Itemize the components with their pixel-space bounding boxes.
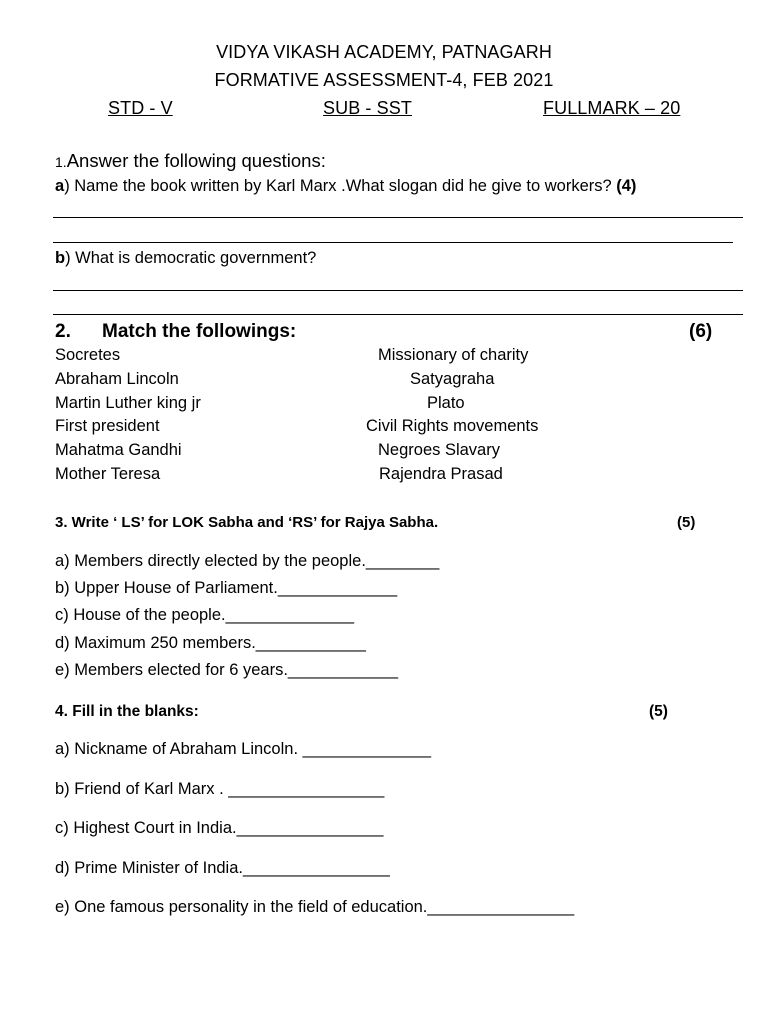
- match-right-item: Civil Rights movements: [366, 417, 539, 435]
- q4-item: e) One famous personality in the field of education.________________: [55, 898, 575, 916]
- q4-marks: (5): [649, 703, 668, 720]
- match-left-item: Mahatma Gandhi: [55, 441, 182, 459]
- q3-item: d) Maximum 250 members.____________: [55, 634, 366, 652]
- exam-title: FORMATIVE ASSESSMENT-4, FEB 2021: [214, 70, 554, 90]
- q4-title: 4. Fill in the blanks:: [55, 703, 199, 720]
- match-right-item: Negroes Slavary: [378, 441, 500, 459]
- fullmark-label: FULLMARK – 20: [543, 98, 681, 118]
- answer-line: [53, 217, 743, 218]
- match-left-item: Socretes: [55, 346, 121, 364]
- match-right-item: Missionary of charity: [378, 346, 529, 364]
- answer-line: [53, 314, 743, 315]
- q3-item: b) Upper House of Parliament._____________: [55, 579, 398, 597]
- q3-title: 3. Write ‘ LS’ for LOK Sabha and ‘RS’ for Rajya Sabha.: [55, 514, 439, 531]
- q4-item: a) Nickname of Abraham Lincoln. ______________: [55, 740, 432, 758]
- school-name: VIDYA VIKASH ACADEMY, PATNAGARH: [216, 42, 552, 62]
- q1-b-question: b) What is democratic government?: [55, 249, 317, 267]
- q3-marks: (5): [677, 514, 696, 531]
- match-right-item: Rajendra Prasad: [379, 465, 503, 483]
- q1-heading: [55, 150, 326, 172]
- q3-item: e) Members elected for 6 years.____________: [55, 661, 399, 679]
- match-left-item: Martin Luther king jr: [55, 394, 201, 412]
- q2-number: 2.: [55, 321, 71, 342]
- q1-title: Answer the following questions:: [66, 150, 326, 171]
- q1-number: 1.: [55, 154, 67, 170]
- match-right-item: Plato: [427, 394, 465, 412]
- q2-title: Match the followings:: [102, 321, 297, 342]
- q4-item: b) Friend of Karl Marx . _________________: [55, 780, 385, 798]
- answer-line: [53, 290, 743, 291]
- match-left-item: First president: [55, 417, 160, 435]
- subject-label: SUB - SST: [323, 98, 412, 118]
- q1-a-question: a) Name the book written by Karl Marx .What slogan did he give to workers? (4): [55, 177, 637, 195]
- match-left-item: Mother Teresa: [55, 465, 161, 483]
- q3-item: a) Members directly elected by the people.________: [55, 552, 440, 570]
- answer-line: [53, 242, 733, 243]
- match-left-item: Abraham Lincoln: [55, 370, 179, 388]
- std-label: STD - V: [108, 98, 173, 118]
- q2-marks: (6): [689, 321, 713, 342]
- q4-item: c) Highest Court in India.________________: [55, 819, 384, 837]
- match-right-item: Satyagraha: [410, 370, 495, 388]
- q3-item: c) House of the people.______________: [55, 606, 355, 624]
- q4-item: d) Prime Minister of India.________________: [55, 859, 390, 877]
